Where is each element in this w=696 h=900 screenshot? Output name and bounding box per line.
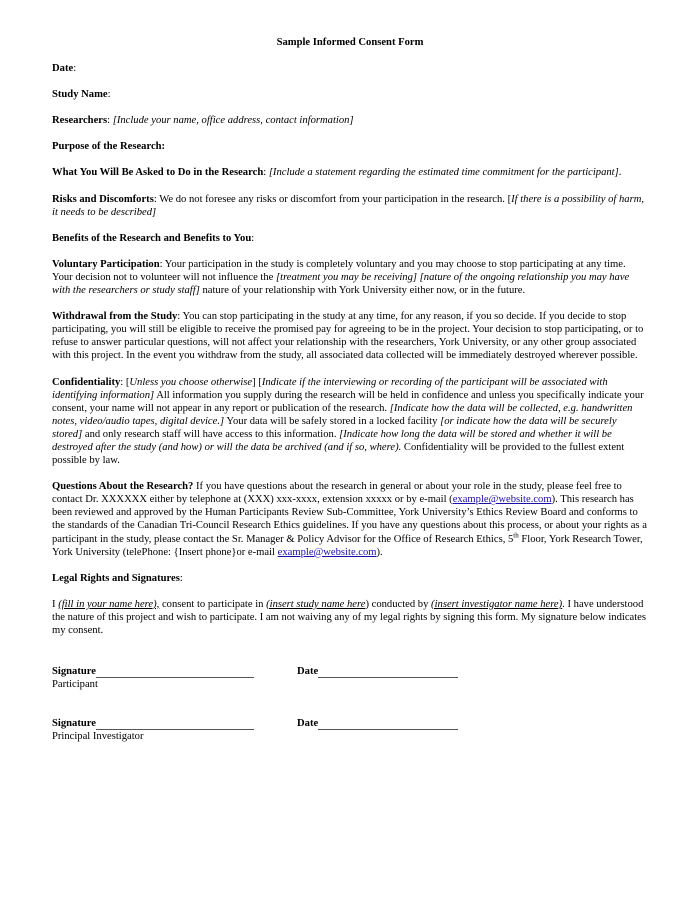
benefits-heading: Benefits of the Research and Benefits to You: [52,232,255,244]
purpose-heading: Purpose of the Research: [52,141,166,153]
what-section: What You Will Be Asked to Do in the Research: [Include a statement regarding the estimated time commitment for the participant]. [52,167,622,179]
date-line[interactable] [318,667,458,678]
page-title: Sample Informed Consent Form [276,37,424,48]
ethics-email-link[interactable]: example@website.com [277,546,377,558]
date-signature-label: Date [297,665,458,678]
participant-caption: Participant [52,679,98,691]
risks-section: Risks and Discomforts: We do not foresee any risks or discomfort from your participation in the research. [If there is a possibility of harm, it needs to be described] [52,193,645,218]
what-label: What You Will Be Asked to Do in the Research [52,167,264,179]
study-name-blank: (insert study name here [266,598,366,610]
legal-heading: Legal Rights and Signatures: [52,572,183,584]
confidentiality-label: Confidentiality [52,376,121,388]
investigator-caption: Principal Investigator [52,731,144,743]
investigator-name-blank: (insert investigator name here) [431,598,563,610]
researchers-label: Researchers [52,115,108,127]
email-link[interactable]: example@website.com [452,494,552,506]
risks-label: Risks and Discomforts [52,193,154,205]
date-label: Date [52,63,74,75]
signature-line[interactable] [96,667,254,678]
withdrawal-section: Withdrawal from the Study: You can stop participating in the study at any time, for any reason, if you so decide. If you decide to stop participating, you will still be eligible to receive the promised pay for agreeing to be in the project. Your decision to stop participating, or to refuse to answer particular questions, will not affect your relationship with the researchers, York University, or any other group associated with this project. In the event you withdraw from the study, all associated data collected will be immediately destroyed wherever possible. [52,311,644,362]
confidentiality-section: Confidentiality: [Unless you choose otherwise] [Indicate if the interviewing or recording of the participant will be associated with identifying information] All information you supply during the research will be held in confidence and unless you specifically indicate your consent, your name will not appear in any report or publication of the research. [Indicate how the data will be collected, e.g. handwritten notes, video/audio tapes, digital device.] Your data will be safely stored in a locked facility [or indicate how the data will be securely stored] and only research staff will have access to this information. [Indicate how long the data will be stored and whether it will be destroyed after the study (and how) or will the data be archived (and if so, where). Confidentiality will be provided to the fullest extent possible by law. [52,376,644,467]
signature-label: Signature [52,665,254,678]
withdrawal-label: Withdrawal from the Study [52,311,178,323]
signature-line[interactable] [96,719,254,730]
researchers-placeholder: [Include your name, office address, contact information] [112,115,354,127]
voluntary-label: Voluntary Participation [52,258,160,270]
consent-form-page [52,36,648,757]
consent-statement: I (fill in your name here), consent to participate in (insert study name here) conducted by (insert investigator name here). I have understood the nature of this project and wish to participate. I am not waiving any of my legal rights by signing this form. My signature below indicates my consent. [52,598,647,636]
questions-label: Questions About the Research? [52,481,194,493]
what-placeholder: [Include a statement regarding the estimated time commitment for the participant] [268,167,619,179]
participant-signature-block [52,665,648,705]
risks-placeholder: If there is a possibility of harm, it needs to be described] [52,193,645,218]
voluntary-section: Voluntary Participation: Your participation in the study is completely voluntary and you may choose to stop participating at any time. Your decision not to volunteer will not influence the [treatment you may be receiving] [nature of the ongoing relationship you may have with the researchers or study staff] nature of your relationship with York University either now, or in the future. [52,258,630,297]
participant-name-blank: (fill in your name here), [58,598,160,610]
date-line[interactable] [318,719,458,730]
study-name-label: Study Name [52,89,108,101]
date-signature-label: Date [297,717,458,730]
study-name-field: Study Name: [52,89,111,101]
questions-section: Questions About the Research? If you have questions about the research in general or about your role in the study, please feel free to contact Dr. XXXXXX either by telephone at (XXX) xxx-xxxx, extension xxxxx or by e-mail (example@website.com). This research has been reviewed and approved by the Human Participants Review Sub-Committee, York University’s Ethics Review Board and conforms to the standards of the Canadian Tri-Council Research Ethics guidelines. If you have any questions about this process, or about your rights as a participant in the study, please contact the Sr. Manager & Policy Advisor for the Office of Research Ethics, 5th Floor, York Research Tower, York University (telePhone: {Insert phone}or e-mail example@website.com). [52,481,647,558]
signature-label: Signature [52,717,254,730]
researchers-field: Researchers: [Include your name, office address, contact information] [52,115,354,127]
investigator-signature-block [52,717,648,757]
date-field: Date: [52,63,77,75]
voluntary-placeholder: [treatment you may be receiving] [nature of the ongoing relationship you may have with the researchers or study staff] [52,271,630,297]
